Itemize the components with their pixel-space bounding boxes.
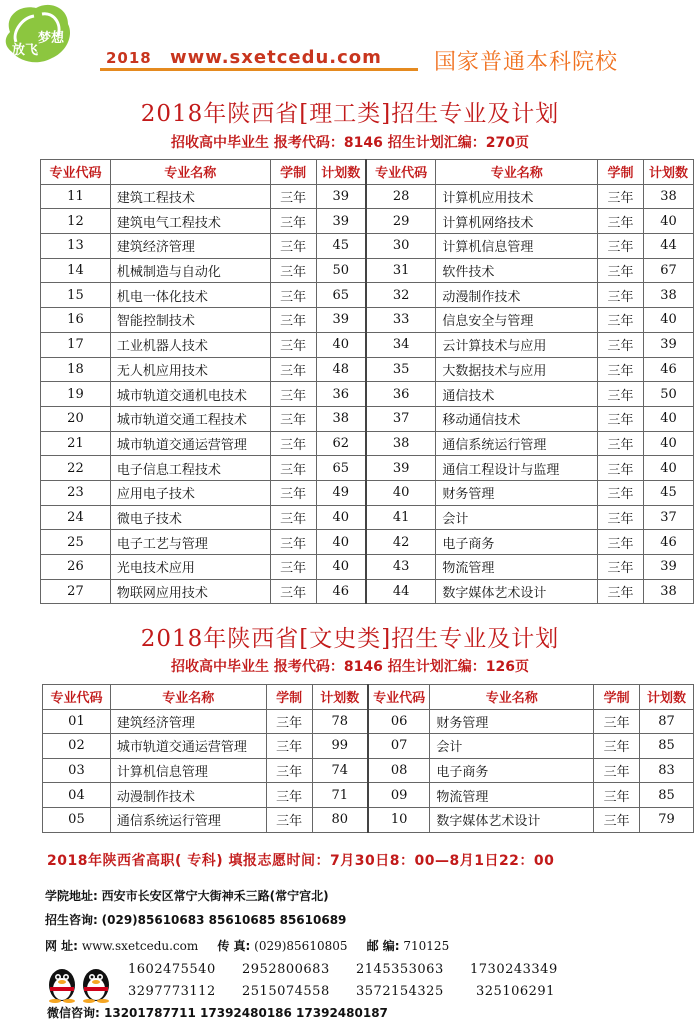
col-header: 计划数 <box>644 160 694 185</box>
major-name: 会计 <box>436 505 598 530</box>
plan-count: 39 <box>316 184 366 209</box>
major-code: 27 <box>41 579 111 604</box>
arts-header-row <box>43 685 694 710</box>
major-code: 43 <box>366 555 436 580</box>
major-code: 34 <box>366 332 436 357</box>
major-name: 财务管理 <box>436 480 598 505</box>
header-year: 2018 <box>106 49 152 67</box>
major-name: 城市轨道交通机电技术 <box>110 382 270 407</box>
table-row <box>43 807 694 832</box>
major-code: 24 <box>41 505 111 530</box>
duration: 三年 <box>598 480 644 505</box>
duration: 三年 <box>598 308 644 333</box>
major-code: 15 <box>41 283 111 308</box>
table-row <box>41 332 694 357</box>
consult-phones: (029)85610683 85610685 85610689 <box>101 913 347 927</box>
major-name: 通信工程设计与监理 <box>436 456 598 481</box>
major-name: 智能控制技术 <box>110 308 270 333</box>
major-code: 18 <box>41 357 111 382</box>
qq-number: 3297773112 <box>128 984 216 999</box>
duration: 三年 <box>270 530 316 555</box>
col-header: 专业代码 <box>366 160 436 185</box>
major-code: 12 <box>41 209 111 234</box>
major-name: 物联网应用技术 <box>110 579 270 604</box>
header-website[interactable]: www.sxetcedu.com <box>169 47 382 68</box>
major-code: 42 <box>366 530 436 555</box>
major-name: 移动通信技术 <box>436 406 598 431</box>
plan-count: 80 <box>312 807 368 832</box>
col-header: 专业代码 <box>43 685 111 710</box>
plan-count: 62 <box>316 431 366 456</box>
plan-count: 49 <box>316 480 366 505</box>
major-code: 05 <box>43 807 111 832</box>
arts-title: 2018年陕西省[文史类]招生专业及计划 <box>140 626 560 652</box>
wechat-numbers: 13201787711 17392480186 17392480187 <box>104 1006 388 1020</box>
major-name: 计算机网络技术 <box>436 209 598 234</box>
arts-subtitle: 招收高中毕业生 报考代码：8146 招生计划汇编：126页 <box>171 659 529 675</box>
major-code: 19 <box>41 382 111 407</box>
major-code: 20 <box>41 406 111 431</box>
duration: 三年 <box>598 209 644 234</box>
plan-count: 39 <box>644 332 694 357</box>
major-name: 数字媒体艺术设计 <box>430 807 594 832</box>
plan-count: 39 <box>316 308 366 333</box>
major-name: 动漫制作技术 <box>110 783 266 808</box>
duration: 三年 <box>594 709 640 734</box>
table-row <box>41 530 694 555</box>
duration: 三年 <box>270 555 316 580</box>
duration: 三年 <box>598 258 644 283</box>
major-name: 机电一体化技术 <box>110 283 270 308</box>
major-name: 数字媒体艺术设计 <box>436 579 598 604</box>
qq-number: 2515074558 <box>242 984 330 999</box>
major-name: 微电子技术 <box>110 505 270 530</box>
major-code: 40 <box>366 480 436 505</box>
plan-count: 40 <box>644 456 694 481</box>
duration: 三年 <box>594 758 640 783</box>
plan-count: 71 <box>312 783 368 808</box>
major-code: 25 <box>41 530 111 555</box>
plan-count: 39 <box>316 209 366 234</box>
header-divider <box>100 68 418 71</box>
plan-count: 40 <box>316 505 366 530</box>
table-row <box>43 709 694 734</box>
duration: 三年 <box>598 579 644 604</box>
application-time-notice: 2018年陕西省高职( 专科) 填报志愿时间：7月30日8：00—8月1日22：00 <box>47 853 555 869</box>
major-code: 09 <box>368 783 430 808</box>
duration: 三年 <box>270 283 316 308</box>
major-code: 35 <box>366 357 436 382</box>
major-name: 电子商务 <box>430 758 594 783</box>
duration: 三年 <box>598 357 644 382</box>
table-row <box>41 555 694 580</box>
plan-count: 78 <box>312 709 368 734</box>
qq-number: 3572154325 <box>356 984 444 999</box>
major-code: 04 <box>43 783 111 808</box>
major-code: 02 <box>43 734 111 759</box>
duration: 三年 <box>598 555 644 580</box>
address-line <box>45 887 329 904</box>
plan-count: 38 <box>316 406 366 431</box>
science-title: 2018年陕西省[理工类]招生专业及计划 <box>140 101 560 127</box>
major-code: 26 <box>41 555 111 580</box>
duration: 三年 <box>270 382 316 407</box>
major-name: 通信系统运行管理 <box>110 807 266 832</box>
duration: 三年 <box>598 283 644 308</box>
plan-count: 85 <box>640 734 694 759</box>
plan-count: 40 <box>644 406 694 431</box>
major-code: 31 <box>366 258 436 283</box>
plan-count: 65 <box>316 283 366 308</box>
major-name: 物流管理 <box>430 783 594 808</box>
header-subtitle: 国家普通本科院校 <box>434 50 619 75</box>
duration: 三年 <box>598 456 644 481</box>
major-code: 22 <box>41 456 111 481</box>
major-name: 电子工艺与管理 <box>110 530 270 555</box>
table-row <box>43 783 694 808</box>
qq-number: 1730243349 <box>470 962 558 977</box>
major-code: 23 <box>41 480 111 505</box>
col-header: 学制 <box>594 685 640 710</box>
col-header: 计划数 <box>640 685 694 710</box>
duration: 三年 <box>598 505 644 530</box>
major-name: 通信技术 <box>436 382 598 407</box>
col-header: 学制 <box>270 160 316 185</box>
major-code: 32 <box>366 283 436 308</box>
table-row <box>41 480 694 505</box>
major-code: 36 <box>366 382 436 407</box>
major-code: 21 <box>41 431 111 456</box>
major-name: 城市轨道交通运营管理 <box>110 734 266 759</box>
major-name: 机械制造与自动化 <box>110 258 270 283</box>
major-code: 33 <box>366 308 436 333</box>
duration: 三年 <box>270 431 316 456</box>
science-plan-table <box>40 159 694 604</box>
duration: 三年 <box>598 184 644 209</box>
header-year-website <box>106 47 382 68</box>
duration: 三年 <box>270 332 316 357</box>
plan-count: 38 <box>644 184 694 209</box>
major-name: 计算机信息管理 <box>110 758 266 783</box>
address-label: 学院地址: <box>45 889 98 903</box>
duration: 三年 <box>270 184 316 209</box>
plan-count: 37 <box>644 505 694 530</box>
duration: 三年 <box>266 758 312 783</box>
duration: 三年 <box>594 783 640 808</box>
duration: 三年 <box>266 709 312 734</box>
consult-line <box>45 911 346 928</box>
table-row <box>43 734 694 759</box>
plan-count: 44 <box>644 234 694 259</box>
wechat-line <box>47 1004 388 1021</box>
major-code: 17 <box>41 332 111 357</box>
major-code: 44 <box>366 579 436 604</box>
duration: 三年 <box>598 406 644 431</box>
duration: 三年 <box>270 258 316 283</box>
plan-count: 45 <box>316 234 366 259</box>
major-name: 建筑工程技术 <box>110 184 270 209</box>
major-name: 建筑电气工程技术 <box>110 209 270 234</box>
duration: 三年 <box>270 406 316 431</box>
duration: 三年 <box>270 480 316 505</box>
major-name: 电子商务 <box>436 530 598 555</box>
major-name: 应用电子技术 <box>110 480 270 505</box>
major-name: 财务管理 <box>430 709 594 734</box>
plan-count: 45 <box>644 480 694 505</box>
svg-text:放飞: 放飞 <box>12 43 39 58</box>
plan-count: 40 <box>316 332 366 357</box>
plan-count: 40 <box>644 209 694 234</box>
major-name: 软件技术 <box>436 258 598 283</box>
major-name: 建筑经济管理 <box>110 709 266 734</box>
plan-count: 65 <box>316 456 366 481</box>
major-name: 信息安全与管理 <box>436 308 598 333</box>
web-fax-zip-line <box>45 937 449 954</box>
table-row <box>41 209 694 234</box>
major-code: 28 <box>366 184 436 209</box>
table-row <box>41 431 694 456</box>
major-name: 光电技术应用 <box>110 555 270 580</box>
col-header: 专业名称 <box>430 685 594 710</box>
duration: 三年 <box>598 382 644 407</box>
plan-count: 85 <box>640 783 694 808</box>
plan-count: 38 <box>644 283 694 308</box>
arts-plan-table <box>42 684 694 833</box>
major-code: 10 <box>368 807 430 832</box>
major-name: 会计 <box>430 734 594 759</box>
plan-count: 83 <box>640 758 694 783</box>
table-row <box>41 184 694 209</box>
major-code: 08 <box>368 758 430 783</box>
col-header: 计划数 <box>316 160 366 185</box>
major-name: 电子信息工程技术 <box>110 456 270 481</box>
plan-count: 67 <box>644 258 694 283</box>
duration: 三年 <box>270 505 316 530</box>
col-header: 学制 <box>266 685 312 710</box>
duration: 三年 <box>270 357 316 382</box>
svg-text:梦想: 梦想 <box>38 31 65 46</box>
address-value: 西安市长安区常宁大街神禾三路(常宁宫北) <box>101 889 329 903</box>
major-code: 11 <box>41 184 111 209</box>
col-header: 学制 <box>598 160 644 185</box>
major-name: 无人机应用技术 <box>110 357 270 382</box>
plan-count: 46 <box>644 530 694 555</box>
plan-count: 74 <box>312 758 368 783</box>
duration: 三年 <box>598 431 644 456</box>
wechat-label: 微信咨询: <box>47 1006 100 1020</box>
duration: 三年 <box>266 807 312 832</box>
qq-number: 2145353063 <box>356 962 444 977</box>
fax-value: (029)85610805 <box>254 939 348 953</box>
duration: 三年 <box>270 209 316 234</box>
duration: 三年 <box>598 332 644 357</box>
major-code: 13 <box>41 234 111 259</box>
major-code: 30 <box>366 234 436 259</box>
logo <box>2 2 72 64</box>
major-name: 计算机应用技术 <box>436 184 598 209</box>
consult-label: 招生咨询: <box>45 913 98 927</box>
qq-number: 325106291 <box>476 984 555 999</box>
fax-label: 传 真: <box>217 939 251 953</box>
duration: 三年 <box>598 530 644 555</box>
plan-count: 50 <box>316 258 366 283</box>
major-name: 大数据技术与应用 <box>436 357 598 382</box>
major-name: 计算机信息管理 <box>436 234 598 259</box>
plan-count: 40 <box>644 308 694 333</box>
duration: 三年 <box>270 308 316 333</box>
table-row <box>41 382 694 407</box>
plan-count: 39 <box>644 555 694 580</box>
plan-count: 40 <box>644 431 694 456</box>
plan-count: 87 <box>640 709 694 734</box>
major-code: 38 <box>366 431 436 456</box>
duration: 三年 <box>266 734 312 759</box>
col-header: 专业代码 <box>368 685 430 710</box>
major-code: 29 <box>366 209 436 234</box>
plan-count: 99 <box>312 734 368 759</box>
plan-count: 36 <box>316 382 366 407</box>
table-row <box>41 308 694 333</box>
table-row <box>43 758 694 783</box>
col-header: 专业名称 <box>110 160 270 185</box>
plan-count: 79 <box>640 807 694 832</box>
zip-label: 邮 编: <box>366 939 400 953</box>
plan-count: 40 <box>316 530 366 555</box>
major-name: 建筑经济管理 <box>110 234 270 259</box>
col-header: 专业名称 <box>436 160 598 185</box>
major-code: 07 <box>368 734 430 759</box>
duration: 三年 <box>594 807 640 832</box>
web-label: 网 址: <box>45 939 78 953</box>
table-row <box>41 357 694 382</box>
duration: 三年 <box>266 783 312 808</box>
plan-count: 38 <box>644 579 694 604</box>
table-row <box>41 406 694 431</box>
major-name: 物流管理 <box>436 555 598 580</box>
qq-penguin-icon <box>44 963 114 1003</box>
zip-value: 710125 <box>403 939 450 953</box>
duration: 三年 <box>270 234 316 259</box>
major-name: 工业机器人技术 <box>110 332 270 357</box>
major-name: 城市轨道交通运营管理 <box>110 431 270 456</box>
table-row <box>41 234 694 259</box>
col-header: 专业代码 <box>41 160 111 185</box>
table-row <box>41 283 694 308</box>
table-row <box>41 258 694 283</box>
major-code: 39 <box>366 456 436 481</box>
major-code: 14 <box>41 258 111 283</box>
major-code: 06 <box>368 709 430 734</box>
major-code: 41 <box>366 505 436 530</box>
duration: 三年 <box>270 456 316 481</box>
duration: 三年 <box>270 579 316 604</box>
major-name: 云计算技术与应用 <box>436 332 598 357</box>
major-code: 16 <box>41 308 111 333</box>
major-code: 01 <box>43 709 111 734</box>
major-name: 通信系统运行管理 <box>436 431 598 456</box>
col-header: 计划数 <box>312 685 368 710</box>
qq-number: 2952800683 <box>242 962 330 977</box>
table-row <box>41 505 694 530</box>
major-code: 03 <box>43 758 111 783</box>
web-value[interactable]: www.sxetcedu.com <box>81 939 199 953</box>
science-subtitle: 招收高中毕业生 报考代码：8146 招生计划汇编：270页 <box>171 135 529 151</box>
table-row <box>41 579 694 604</box>
duration: 三年 <box>598 234 644 259</box>
col-header: 专业名称 <box>110 685 266 710</box>
plan-count: 46 <box>644 357 694 382</box>
table-row <box>41 456 694 481</box>
duration: 三年 <box>594 734 640 759</box>
plan-count: 50 <box>644 382 694 407</box>
plan-count: 48 <box>316 357 366 382</box>
major-code: 37 <box>366 406 436 431</box>
science-header-row <box>41 160 694 185</box>
qq-number: 1602475540 <box>128 962 216 977</box>
major-name: 动漫制作技术 <box>436 283 598 308</box>
plan-count: 46 <box>316 579 366 604</box>
major-name: 城市轨道交通工程技术 <box>110 406 270 431</box>
plan-count: 40 <box>316 555 366 580</box>
